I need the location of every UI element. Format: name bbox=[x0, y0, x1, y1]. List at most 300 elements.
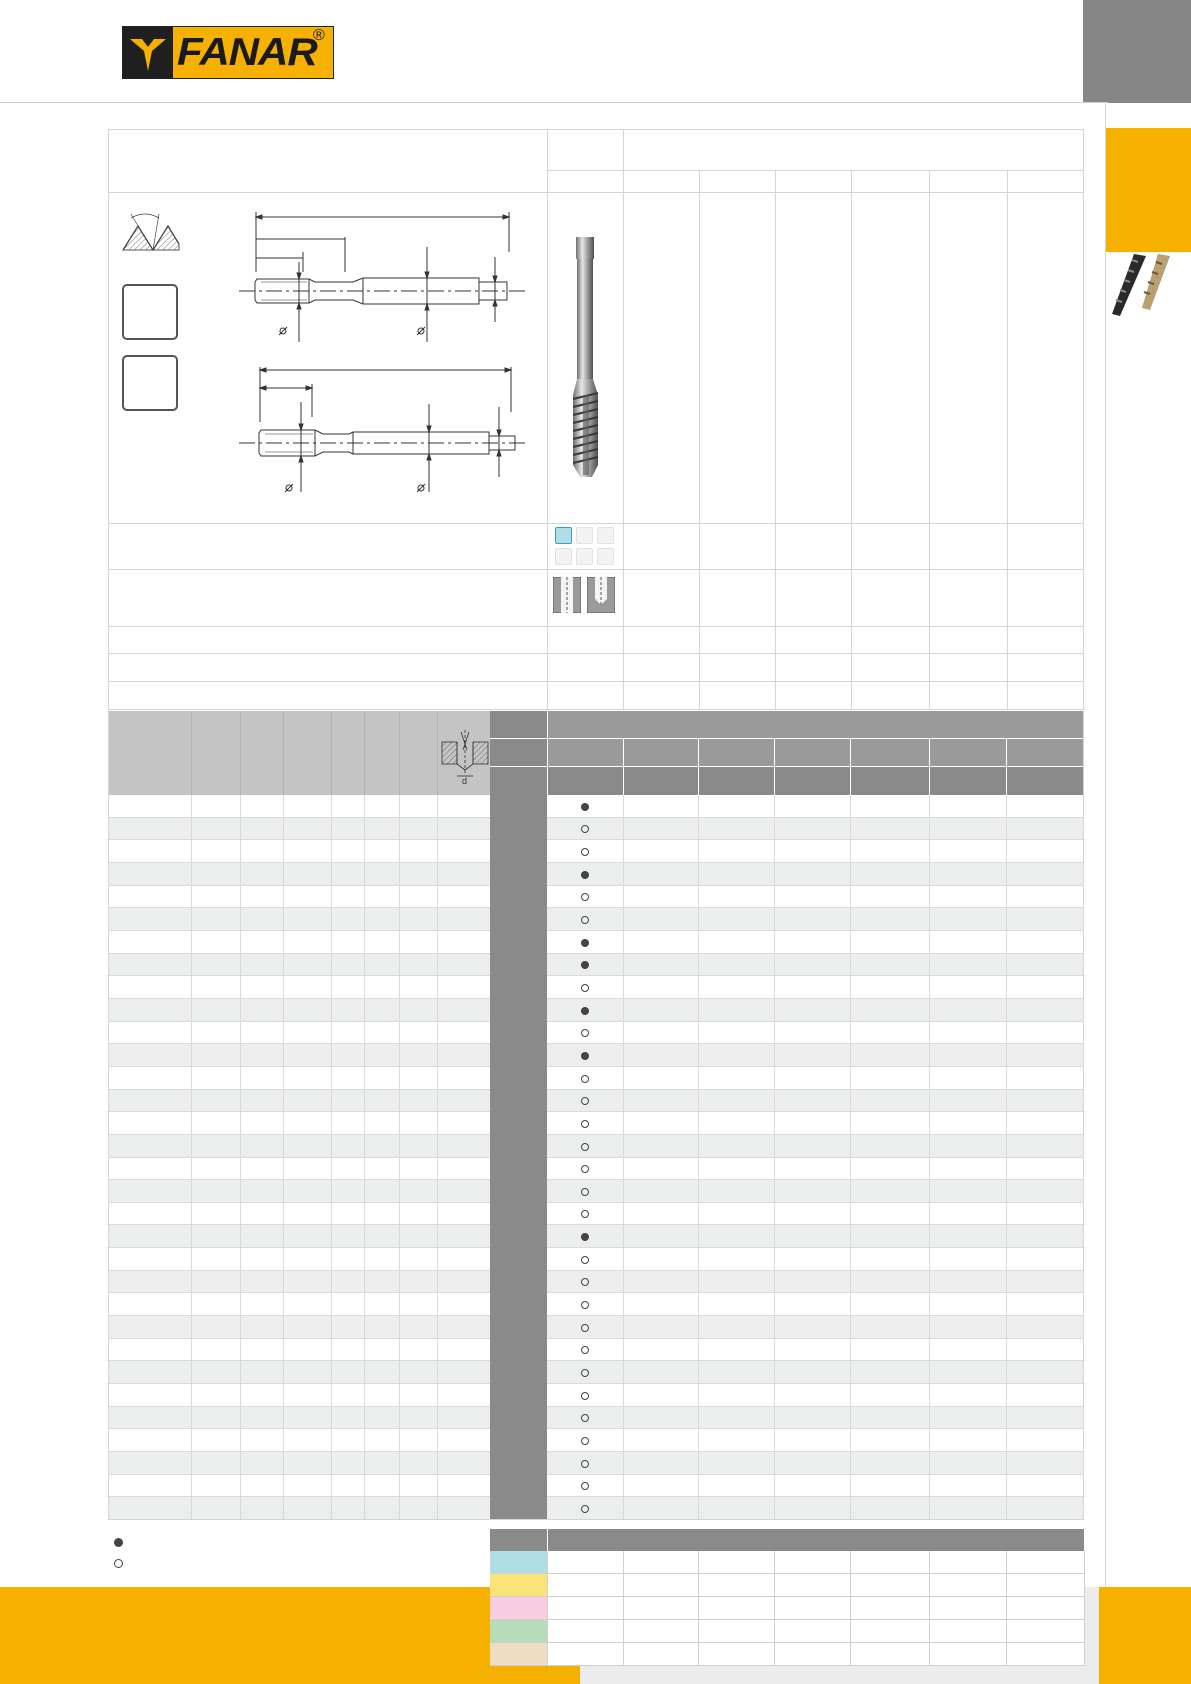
row-col-sep bbox=[331, 1044, 332, 1067]
row-col-sep bbox=[364, 886, 365, 908]
row-size-cell bbox=[490, 999, 547, 1022]
row-col-sep bbox=[364, 795, 365, 818]
row-col-sep bbox=[774, 1271, 775, 1293]
row-col-sep bbox=[283, 1429, 284, 1452]
row-col-sep bbox=[929, 1407, 930, 1429]
material-col-sep bbox=[547, 1551, 548, 1574]
row-col-sep bbox=[437, 954, 438, 976]
row-col-sep bbox=[1006, 886, 1007, 908]
row-col-sep bbox=[437, 1248, 438, 1271]
row-col-sep bbox=[774, 1225, 775, 1248]
header-left-sep-1 bbox=[191, 711, 192, 795]
row-col-sep bbox=[331, 908, 332, 931]
material-grid-icon bbox=[555, 527, 617, 567]
row-col-sep bbox=[929, 1384, 930, 1407]
info-rule-1 bbox=[547, 170, 1084, 171]
row-col-sep bbox=[240, 1497, 241, 1520]
material-col-sep bbox=[1006, 1620, 1007, 1643]
row-size-cell bbox=[490, 1271, 547, 1293]
table-row bbox=[108, 1361, 1084, 1384]
row-col-sep bbox=[240, 1293, 241, 1316]
row-col-sep bbox=[850, 840, 851, 863]
row-col-sep bbox=[331, 1203, 332, 1225]
filled-circle-icon bbox=[581, 1233, 589, 1241]
row-col-sep bbox=[698, 1203, 699, 1225]
row-col-sep bbox=[698, 1316, 699, 1339]
row-col-sep bbox=[399, 1248, 400, 1271]
row-col-sep bbox=[623, 795, 624, 818]
row-col-sep bbox=[240, 1452, 241, 1475]
filled-circle-icon bbox=[581, 803, 589, 811]
row-col-sep bbox=[1006, 1022, 1007, 1044]
row-col-sep bbox=[399, 954, 400, 976]
row-col-sep bbox=[240, 1271, 241, 1293]
material-col-sep bbox=[1084, 1574, 1085, 1597]
header-left-sep-6 bbox=[399, 711, 400, 795]
row-col-sep bbox=[240, 795, 241, 818]
row-col-sep bbox=[283, 1407, 284, 1429]
material-col-sep bbox=[850, 1551, 851, 1574]
row-size-cell bbox=[490, 1316, 547, 1339]
row-col-sep bbox=[774, 1361, 775, 1384]
row-col-sep bbox=[850, 1497, 851, 1520]
row-col-sep bbox=[1006, 1112, 1007, 1135]
material-col-sep bbox=[850, 1620, 851, 1643]
table-row bbox=[108, 1452, 1084, 1475]
material-col-sep bbox=[850, 1597, 851, 1620]
row-col-sep bbox=[283, 863, 284, 886]
table-header-band-mid bbox=[547, 739, 1083, 766]
row-col-sep bbox=[850, 1067, 851, 1090]
row-col-sep bbox=[929, 1112, 930, 1135]
row-col-sep bbox=[240, 1384, 241, 1407]
row-col-sep bbox=[929, 1225, 930, 1248]
row-col-sep bbox=[283, 1248, 284, 1271]
row-col-sep bbox=[623, 1293, 624, 1316]
table-left-border bbox=[108, 711, 109, 1520]
row-col-sep bbox=[623, 1135, 624, 1158]
row-col-sep bbox=[364, 1497, 365, 1520]
table-row bbox=[108, 886, 1084, 908]
row-col-sep bbox=[698, 1067, 699, 1090]
row-col-sep bbox=[399, 1067, 400, 1090]
open-circle-icon bbox=[581, 1165, 589, 1173]
row-col-sep bbox=[364, 1135, 365, 1158]
row-col-sep bbox=[437, 840, 438, 863]
row-col-sep bbox=[364, 976, 365, 999]
info-col-4 bbox=[775, 170, 776, 710]
material-col-sep bbox=[929, 1574, 930, 1597]
row-col-sep bbox=[191, 1271, 192, 1293]
row-col-sep bbox=[1006, 1135, 1007, 1158]
info-rule-2 bbox=[109, 192, 1084, 193]
material-col-sep bbox=[1006, 1597, 1007, 1620]
row-size-cell bbox=[490, 1429, 547, 1452]
row-col-sep bbox=[364, 1293, 365, 1316]
table-row bbox=[108, 1180, 1084, 1203]
row-col-sep bbox=[929, 1022, 930, 1044]
legend-filled-circle-icon bbox=[114, 1538, 123, 1547]
row-col-sep bbox=[364, 1158, 365, 1180]
row-col-sep bbox=[437, 1452, 438, 1475]
row-col-sep bbox=[929, 795, 930, 818]
material-col-sep bbox=[547, 1597, 548, 1620]
row-col-sep bbox=[929, 1293, 930, 1316]
table-row bbox=[108, 1135, 1084, 1158]
row-col-sep bbox=[698, 1407, 699, 1429]
row-col-sep bbox=[437, 863, 438, 886]
row-col-sep bbox=[240, 1135, 241, 1158]
row-col-sep bbox=[1006, 1452, 1007, 1475]
row-col-sep bbox=[283, 931, 284, 954]
row-col-sep bbox=[399, 1271, 400, 1293]
row-col-sep bbox=[364, 840, 365, 863]
row-col-sep bbox=[929, 1203, 930, 1225]
row-col-sep bbox=[191, 795, 192, 818]
row-col-sep bbox=[364, 1067, 365, 1090]
row-col-sep bbox=[283, 1271, 284, 1293]
row-col-sep bbox=[240, 999, 241, 1022]
row-col-sep bbox=[850, 931, 851, 954]
row-col-sep bbox=[283, 1135, 284, 1158]
legend-open-circle-icon bbox=[114, 1559, 123, 1568]
row-col-sep bbox=[399, 886, 400, 908]
row-col-sep bbox=[191, 840, 192, 863]
row-col-sep bbox=[331, 1452, 332, 1475]
info-table bbox=[108, 129, 1084, 710]
row-col-sep bbox=[1006, 1384, 1007, 1407]
row-col-sep bbox=[399, 1090, 400, 1112]
row-col-sep bbox=[399, 863, 400, 886]
row-col-sep bbox=[283, 1497, 284, 1520]
open-circle-icon bbox=[581, 1369, 589, 1377]
row-col-sep bbox=[850, 999, 851, 1022]
material-col-sep bbox=[929, 1620, 930, 1643]
row-col-sep bbox=[437, 1316, 438, 1339]
row-size-cell bbox=[490, 886, 547, 908]
row-col-sep bbox=[1006, 999, 1007, 1022]
material-col-sep bbox=[1006, 1551, 1007, 1574]
row-col-sep bbox=[437, 1158, 438, 1180]
row-col-sep bbox=[1006, 1090, 1007, 1112]
row-col-sep bbox=[774, 1248, 775, 1271]
row-col-sep bbox=[191, 954, 192, 976]
row-col-sep bbox=[240, 954, 241, 976]
row-col-sep bbox=[929, 954, 930, 976]
info-col-7 bbox=[1007, 170, 1008, 710]
material-col-sep bbox=[1006, 1574, 1007, 1597]
material-col-sep bbox=[547, 1620, 548, 1643]
row-col-sep bbox=[331, 1158, 332, 1180]
row-col-sep bbox=[698, 1475, 699, 1497]
row-col-sep bbox=[240, 1112, 241, 1135]
row-col-sep bbox=[240, 1316, 241, 1339]
row-col-sep bbox=[623, 1339, 624, 1361]
side-tab-accent bbox=[1106, 128, 1191, 252]
row-col-sep bbox=[331, 976, 332, 999]
row-col-sep bbox=[240, 976, 241, 999]
row-col-sep bbox=[191, 931, 192, 954]
material-swatch bbox=[490, 1574, 547, 1596]
row-col-sep bbox=[1006, 840, 1007, 863]
row-col-sep bbox=[774, 1452, 775, 1475]
row-col-sep bbox=[623, 1475, 624, 1497]
material-col-sep bbox=[774, 1620, 775, 1643]
row-col-sep bbox=[364, 1361, 365, 1384]
row-col-sep bbox=[929, 1475, 930, 1497]
row-col-sep bbox=[1006, 931, 1007, 954]
standard-box bbox=[122, 355, 178, 411]
row-size-cell bbox=[490, 1475, 547, 1497]
row-col-sep bbox=[698, 954, 699, 976]
row-col-sep bbox=[774, 1112, 775, 1135]
row-col-sep bbox=[283, 886, 284, 908]
footer-bar-right bbox=[1099, 1587, 1191, 1684]
material-col-sep bbox=[698, 1574, 699, 1597]
row-col-sep bbox=[437, 931, 438, 954]
row-col-sep bbox=[283, 1203, 284, 1225]
row-col-sep bbox=[850, 1225, 851, 1248]
row-col-sep bbox=[364, 1407, 365, 1429]
material-col-sep bbox=[698, 1597, 699, 1620]
row-col-sep bbox=[364, 863, 365, 886]
table-row bbox=[108, 1407, 1084, 1429]
row-col-sep bbox=[399, 908, 400, 931]
row-col-sep bbox=[191, 1225, 192, 1248]
row-col-sep bbox=[698, 1022, 699, 1044]
row-col-sep bbox=[623, 886, 624, 908]
row-col-sep bbox=[240, 1225, 241, 1248]
row-col-sep bbox=[929, 1339, 930, 1361]
row-col-sep bbox=[929, 1316, 930, 1339]
row-col-sep bbox=[437, 1339, 438, 1361]
material-swatch bbox=[490, 1597, 547, 1619]
row-col-sep bbox=[283, 1180, 284, 1203]
table-row bbox=[108, 976, 1084, 999]
row-col-sep bbox=[850, 954, 851, 976]
row-col-sep bbox=[698, 1452, 699, 1475]
material-col-sep bbox=[850, 1574, 851, 1597]
row-col-sep bbox=[1006, 795, 1007, 818]
header-divider bbox=[0, 102, 1108, 103]
row-col-sep bbox=[399, 795, 400, 818]
row-col-sep bbox=[240, 1407, 241, 1429]
row-col-sep bbox=[437, 1384, 438, 1407]
row-col-sep bbox=[623, 1429, 624, 1452]
row-col-sep bbox=[364, 999, 365, 1022]
row-col-sep bbox=[437, 1112, 438, 1135]
row-col-sep bbox=[437, 976, 438, 999]
row-col-sep bbox=[850, 1475, 851, 1497]
row-col-sep bbox=[850, 908, 851, 931]
row-col-sep bbox=[929, 1361, 930, 1384]
row-col-sep bbox=[331, 1112, 332, 1135]
row-col-sep bbox=[399, 931, 400, 954]
table-row bbox=[108, 1112, 1084, 1135]
open-circle-icon bbox=[581, 1460, 589, 1468]
row-col-sep bbox=[623, 1044, 624, 1067]
row-col-sep bbox=[331, 1316, 332, 1339]
row-col-sep bbox=[331, 1293, 332, 1316]
row-col-sep bbox=[850, 1180, 851, 1203]
row-col-sep bbox=[698, 976, 699, 999]
open-circle-icon bbox=[581, 1188, 589, 1196]
material-swatch bbox=[490, 1551, 547, 1573]
material-col-sep bbox=[698, 1620, 699, 1643]
row-col-sep bbox=[240, 1090, 241, 1112]
material-swatch bbox=[490, 1620, 547, 1642]
info-col-3 bbox=[699, 170, 700, 710]
row-col-sep bbox=[191, 1022, 192, 1044]
row-size-cell bbox=[490, 1361, 547, 1384]
table-row bbox=[108, 1475, 1084, 1497]
row-col-sep bbox=[929, 818, 930, 840]
open-circle-icon bbox=[581, 1324, 589, 1332]
row-col-sep bbox=[399, 1384, 400, 1407]
row-col-sep bbox=[850, 1135, 851, 1158]
row-col-sep bbox=[437, 1180, 438, 1203]
row-col-sep bbox=[399, 1203, 400, 1225]
row-col-sep bbox=[698, 1180, 699, 1203]
table-row bbox=[108, 1044, 1084, 1067]
material-col-sep bbox=[850, 1643, 851, 1666]
row-col-sep bbox=[364, 908, 365, 931]
material-col-sep bbox=[698, 1551, 699, 1574]
row-col-sep bbox=[437, 1225, 438, 1248]
row-col-sep bbox=[850, 1429, 851, 1452]
row-col-sep bbox=[774, 1067, 775, 1090]
row-col-sep bbox=[437, 1429, 438, 1452]
row-col-sep bbox=[399, 1158, 400, 1180]
row-col-sep bbox=[698, 1293, 699, 1316]
table-body bbox=[108, 795, 1084, 1520]
tap-product-photo bbox=[564, 235, 608, 480]
row-col-sep bbox=[283, 1067, 284, 1090]
row-col-sep bbox=[774, 1158, 775, 1180]
table-row bbox=[108, 1384, 1084, 1407]
table-row bbox=[108, 1225, 1084, 1248]
blind-hole-icon bbox=[587, 577, 615, 613]
open-circle-icon bbox=[581, 893, 589, 901]
row-col-sep bbox=[283, 840, 284, 863]
row-col-sep bbox=[623, 999, 624, 1022]
row-col-sep bbox=[191, 1180, 192, 1203]
header-left-sep-7 bbox=[437, 711, 438, 795]
header-sep-h2 bbox=[490, 766, 1084, 767]
row-col-sep bbox=[240, 908, 241, 931]
material-col-sep bbox=[774, 1551, 775, 1574]
row-col-sep bbox=[331, 886, 332, 908]
row-col-sep bbox=[240, 1339, 241, 1361]
logo-registered-mark: ® bbox=[313, 27, 325, 44]
row-col-sep bbox=[623, 1271, 624, 1293]
row-col-sep bbox=[850, 795, 851, 818]
row-col-sep bbox=[331, 1497, 332, 1520]
row-col-sep bbox=[399, 1044, 400, 1067]
row-col-sep bbox=[698, 886, 699, 908]
row-col-sep bbox=[364, 1429, 365, 1452]
row-col-sep bbox=[698, 863, 699, 886]
row-col-sep bbox=[698, 1339, 699, 1361]
row-col-sep bbox=[437, 1022, 438, 1044]
row-col-sep bbox=[623, 954, 624, 976]
row-col-sep bbox=[399, 999, 400, 1022]
row-col-sep bbox=[437, 1067, 438, 1090]
row-col-sep bbox=[240, 1203, 241, 1225]
table-right-border bbox=[1083, 711, 1084, 1520]
header-sep-v0 bbox=[547, 711, 548, 795]
filled-circle-icon bbox=[581, 871, 589, 879]
row-size-cell bbox=[490, 863, 547, 886]
table-row bbox=[108, 863, 1084, 886]
row-col-sep bbox=[929, 1429, 930, 1452]
row-col-sep bbox=[399, 1452, 400, 1475]
row-col-sep bbox=[774, 818, 775, 840]
right-margin-line bbox=[1105, 103, 1106, 1587]
row-col-sep bbox=[331, 1271, 332, 1293]
open-circle-icon bbox=[581, 1437, 589, 1445]
row-col-sep bbox=[240, 1044, 241, 1067]
open-circle-icon bbox=[581, 1392, 589, 1400]
row-col-sep bbox=[850, 976, 851, 999]
open-circle-icon bbox=[581, 1346, 589, 1354]
row-col-sep bbox=[623, 1090, 624, 1112]
fanar-logo bbox=[122, 26, 334, 79]
row-size-cell bbox=[490, 1293, 547, 1316]
row-col-sep bbox=[399, 1475, 400, 1497]
table-row bbox=[108, 999, 1084, 1022]
row-col-sep bbox=[283, 908, 284, 931]
row-col-sep bbox=[929, 886, 930, 908]
row-col-sep bbox=[774, 1180, 775, 1203]
material-col-sep bbox=[1084, 1551, 1085, 1574]
row-col-sep bbox=[774, 908, 775, 931]
row-col-sep bbox=[399, 1407, 400, 1429]
row-size-cell bbox=[490, 908, 547, 931]
row-size-cell bbox=[490, 1203, 547, 1225]
row-col-sep bbox=[774, 795, 775, 818]
row-size-cell bbox=[490, 1248, 547, 1271]
row-size-cell bbox=[490, 1339, 547, 1361]
row-col-sep bbox=[437, 886, 438, 908]
table-row bbox=[108, 1203, 1084, 1225]
row-col-sep bbox=[1006, 1271, 1007, 1293]
open-circle-icon bbox=[581, 984, 589, 992]
tap-drawing-type-1 bbox=[239, 202, 529, 342]
row-col-sep bbox=[698, 1158, 699, 1180]
row-col-sep bbox=[929, 1180, 930, 1203]
material-row bbox=[490, 1574, 1084, 1597]
row-col-sep bbox=[331, 840, 332, 863]
material-col-sep bbox=[929, 1597, 930, 1620]
open-circle-icon bbox=[581, 1482, 589, 1490]
row-col-sep bbox=[399, 1316, 400, 1339]
row-col-sep bbox=[283, 1090, 284, 1112]
row-col-sep bbox=[929, 1497, 930, 1520]
row-col-sep bbox=[929, 1248, 930, 1271]
open-circle-icon bbox=[581, 1414, 589, 1422]
logo-wordmark: FANAR bbox=[177, 31, 317, 74]
material-col-sep bbox=[929, 1643, 930, 1666]
row-col-sep bbox=[437, 1475, 438, 1497]
row-col-sep bbox=[774, 1090, 775, 1112]
table-row bbox=[108, 1022, 1084, 1044]
open-circle-icon bbox=[581, 1278, 589, 1286]
row-col-sep bbox=[283, 1225, 284, 1248]
row-col-sep bbox=[1006, 976, 1007, 999]
row-col-sep bbox=[437, 1407, 438, 1429]
row-col-sep bbox=[437, 1090, 438, 1112]
